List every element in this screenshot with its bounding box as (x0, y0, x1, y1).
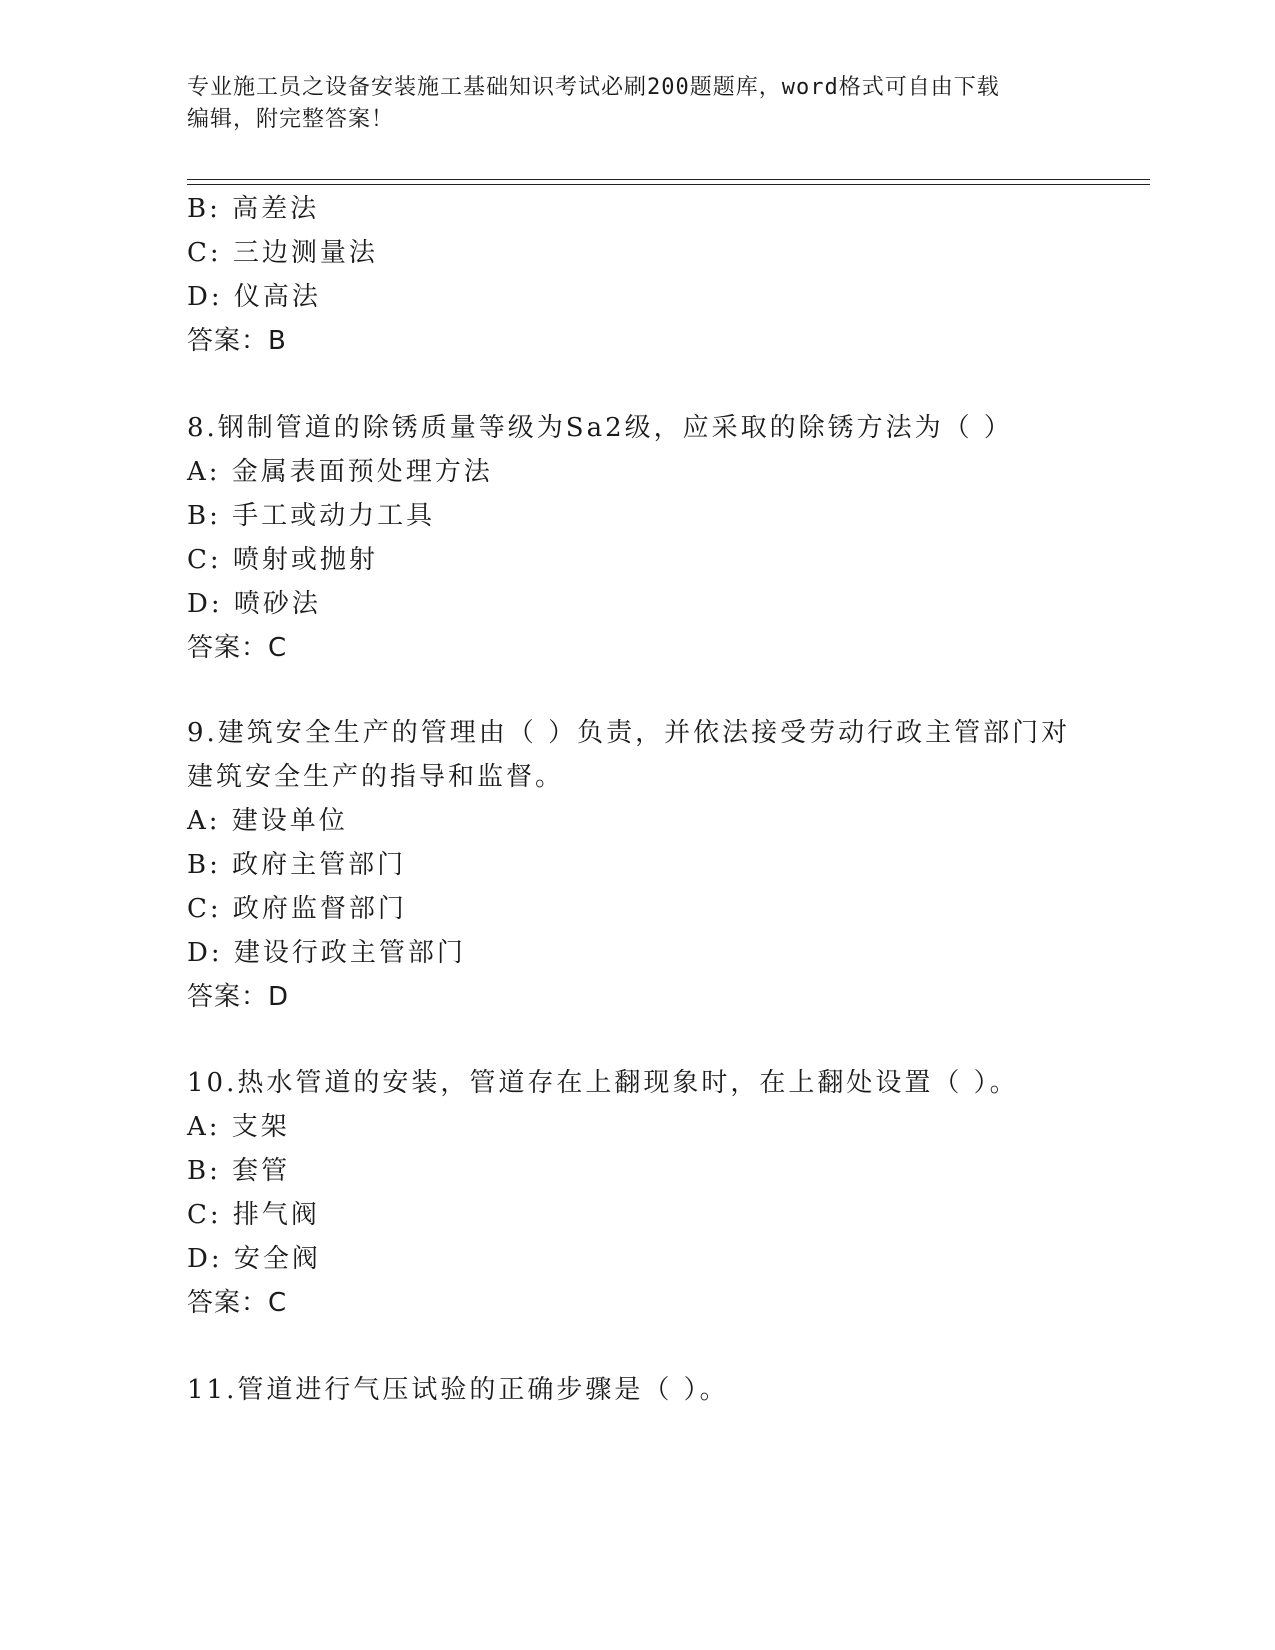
q10-option-d: D: 安全阀 (187, 1244, 321, 1274)
header-divider-top (187, 179, 1150, 180)
q7-answer: 答案：B (187, 326, 287, 356)
q8-answer: 答案：C (187, 633, 288, 663)
q10-option-c: C: 排气阀 (187, 1200, 320, 1230)
header-divider-bottom (187, 184, 1150, 185)
q10-option-a: A: 支架 (187, 1112, 290, 1142)
header-line-1: 专业施工员之设备安装施工基础知识考试必刷200题题库，word格式可自由下载 (187, 75, 1000, 100)
header-line-2: 编辑，附完整答案！ (187, 107, 395, 132)
q11-question: 11.管道进行气压试验的正确步骤是（ ）。 (187, 1375, 729, 1405)
q9-question-line-2: 建筑安全生产的指导和监督。 (187, 762, 565, 792)
q7-option-b: B: 高差法 (187, 194, 320, 224)
q8-option-a: A: 金属表面预处理方法 (187, 457, 493, 487)
q9-option-a: A: 建设单位 (187, 806, 348, 836)
q10-question: 10.热水管道的安装，管道存在上翻现象时，在上翻处设置（ ）。 (187, 1068, 1019, 1098)
document-header (187, 72, 1087, 136)
q9-option-c: C: 政府监督部门 (187, 894, 407, 924)
q8-question: 8.钢制管道的除锈质量等级为Sa2级，应采取的除锈方法为（ ） (187, 413, 1013, 443)
q9-answer: 答案：D (187, 982, 290, 1012)
q9-question-line-1: 9.建筑安全生产的管理由（ ）负责，并依法接受劳动行政主管部门对 (187, 718, 1071, 748)
q7-option-d: D: 仪高法 (187, 282, 321, 312)
q10-answer: 答案：C (187, 1288, 288, 1318)
q8-option-d: D: 喷砂法 (187, 589, 321, 619)
q7-option-c: C: 三边测量法 (187, 238, 378, 268)
q9-option-d: D: 建设行政主管部门 (187, 938, 466, 968)
q8-option-c: C: 喷射或抛射 (187, 545, 378, 575)
q10-option-b: B: 套管 (187, 1156, 291, 1186)
q9-option-b: B: 政府主管部门 (187, 850, 407, 880)
q8-option-b: B: 手工或动力工具 (187, 501, 436, 531)
